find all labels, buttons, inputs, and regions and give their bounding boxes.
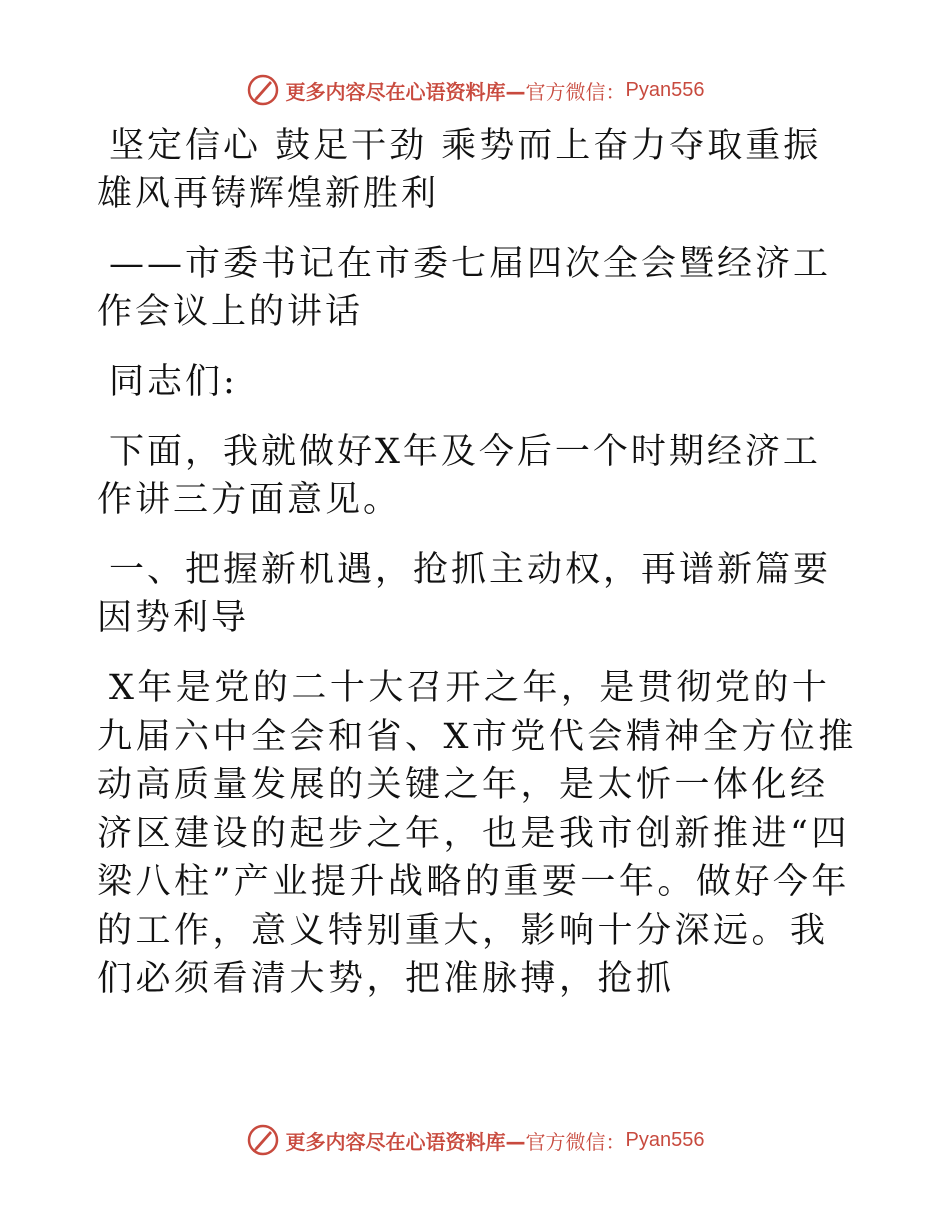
- body-paragraph: X年是党的二十大召开之年，是贯彻党的十九届六中全会和省、X市党代会精神全方位推动高质量发展的关键之年，是太忻一体化经济区建设的起步之年，也是我市创新推进“四梁八柱”产业提升战略的重要一年。做好今年的工作，意义特别重大，影响十分深远。我们必须看清大势，把准脉搏，抢抓: [97, 668, 857, 999]
- watermark-wechat-label: 官方微信：: [525, 1129, 626, 1154]
- quill-pen-logo-icon: [246, 1123, 280, 1157]
- watermark-text: 更多内容尽在心语资料库—: [285, 1129, 526, 1154]
- watermark-text: 更多内容尽在心语资料库—: [285, 79, 526, 104]
- document-title: 坚定信心 鼓足干劲 乘势而上奋力夺取重振雄风再铸辉煌新胜利: [97, 126, 822, 214]
- watermark-wechat-label: 官方微信：: [525, 79, 626, 104]
- section-heading: 一、把握新机遇，抢抓主动权，再谱新篇要因势利导: [97, 550, 832, 638]
- document-subtitle: ——市委书记在市委七届四次全会暨经济工作会议上的讲话: [97, 244, 832, 332]
- watermark-wechat-id: Pyan556: [625, 78, 705, 101]
- watermark-banner-bottom: [0, 1120, 950, 1160]
- document-body: [97, 122, 857, 1026]
- greeting: 同志们:: [109, 362, 238, 402]
- quill-pen-logo-icon: [246, 73, 280, 107]
- watermark-banner-top: [0, 70, 950, 110]
- watermark-wechat-id: Pyan556: [625, 1128, 705, 1151]
- intro-paragraph: 下面，我就做好X年及今后一个时期经济工作讲三方面意见。: [97, 432, 821, 520]
